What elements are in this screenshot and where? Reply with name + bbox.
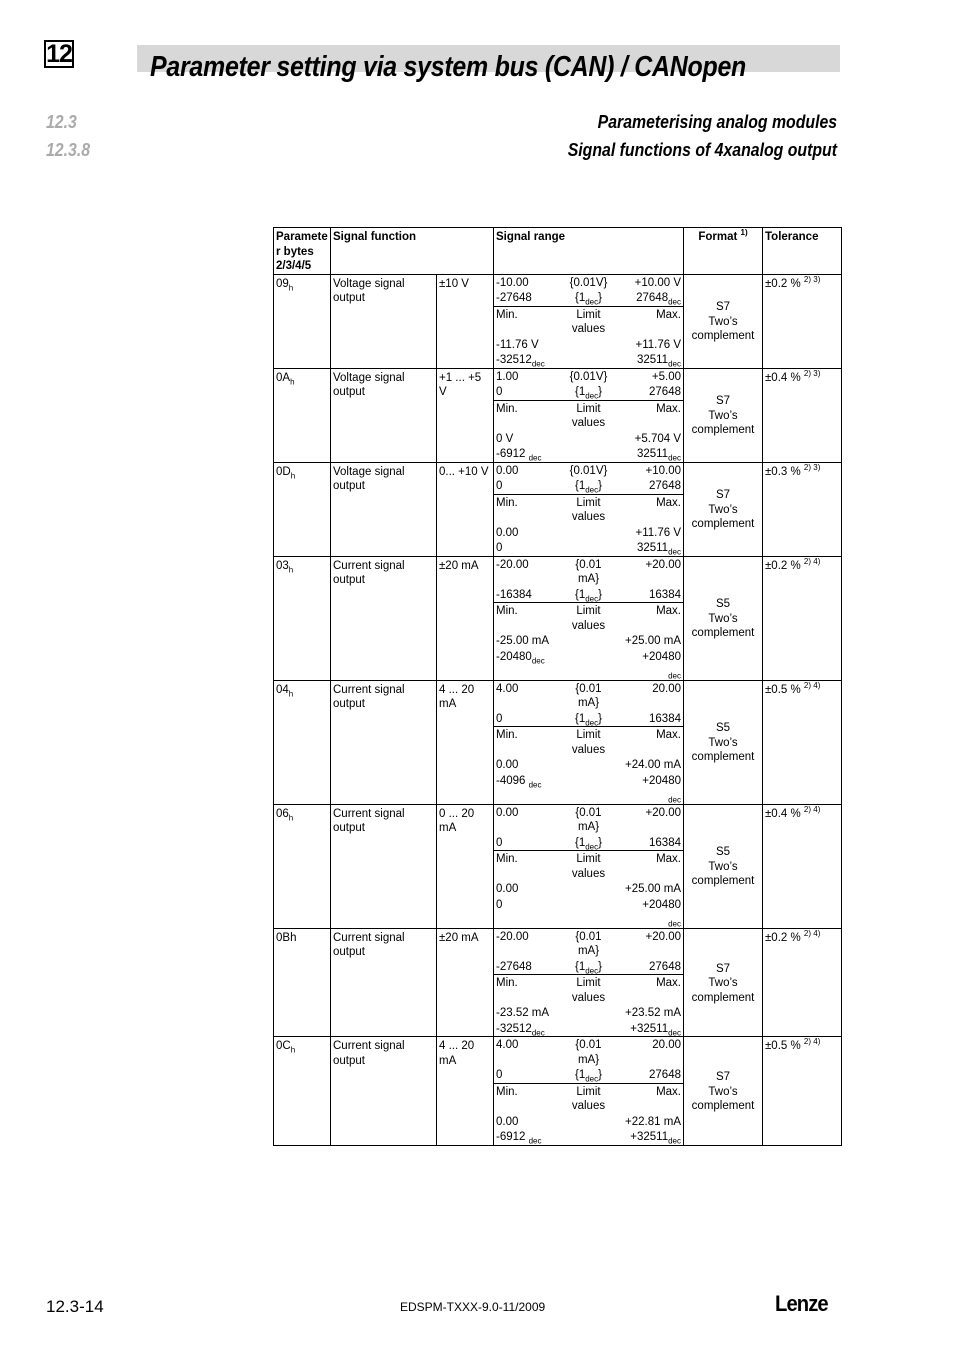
table-row (274, 462, 842, 556)
tolerance-cell: ±0.5 % $^{2) 4)}$ (763, 680, 842, 804)
tolerance-cell: ±0.3 % $^{2) 3)}$ (763, 462, 842, 556)
function-cell: Voltage signal output (331, 368, 437, 462)
param-cell: 0Bh (274, 928, 331, 1037)
param-cell: $0D_h$ (274, 462, 331, 556)
section-number: 12.3 (46, 112, 77, 132)
format-cell: S5 Two’s complement (684, 804, 763, 928)
table-row (274, 274, 842, 368)
function-cell: Voltage signal output (331, 274, 437, 368)
function-cell: Voltage signal output (331, 462, 437, 556)
document-id: EDSPM-TXXX-9.0-11/2009 (400, 1300, 546, 1314)
format-cell: S7 Two’s complement (684, 368, 763, 462)
header-param: Paramete r bytes 2/3/4/5 (274, 228, 331, 275)
table-row (274, 804, 842, 928)
format-cell: S5 Two’s complement (684, 556, 763, 680)
param-cell: $0A_h$ (274, 368, 331, 462)
param-cell: $0C_h$ (274, 1037, 331, 1146)
table-row (274, 556, 842, 680)
range-label-cell: 0 ... 20 mA (437, 804, 494, 928)
tolerance-cell: ±0.4 % $^{2) 4)}$ (763, 804, 842, 928)
tolerance-cell: ±0.5 % $^{2) 4)}$ (763, 1037, 842, 1146)
function-cell: Current signal output (331, 1037, 437, 1146)
signal-range-cell: 0.00 {0.01V} +10.00 0 $\{1_{dec}\}$ 27648 Min. Limit values Max. 0.00 +11.76 V 0 $32511_{dec}$ (494, 462, 684, 556)
signal-range-cell: -10.00 {0.01V} +10.00 V -27648 $\{1_{dec}\}$ $27648_{dec}$ Min. Limit values Max. -11.76 V +11.76 V $-32512_{dec}$ $32511_{dec}$ (494, 274, 684, 368)
signal-range-cell: 0.00 {0.01 mA} +20.00 0 $\{1_{dec}\}$ 16384 Min. Limit values Max. 0.00 +25.00 mA 0 +20480 $_{dec}$ (494, 804, 684, 928)
param-cell: $04_h$ (274, 680, 331, 804)
tolerance-cell: ±0.4 % $^{2) 3)}$ (763, 368, 842, 462)
function-cell: Current signal output (331, 680, 437, 804)
format-cell: S7 Two’s complement (684, 274, 763, 368)
subsection-title: Signal functions of 4xanalog output (567, 140, 837, 160)
brand-logo: Lenze (775, 1291, 828, 1316)
range-label-cell: 4 ... 20 mA (437, 680, 494, 804)
header-tolerance: Tolerance (763, 228, 842, 275)
table-row (274, 1037, 842, 1146)
table-row (274, 928, 842, 1037)
tolerance-cell: ±0.2 % $^{2) 4)}$ (763, 928, 842, 1037)
format-cell: S7 Two’s complement (684, 462, 763, 556)
signal-range-cell: -20.00 {0.01 mA} +20.00 -16384 $\{1_{dec}\}$ 16384 Min. Limit values Max. -25.00 mA +25.00 mA $-20480_{dec}$ +20480 $_{dec}$ (494, 556, 684, 680)
header-range: Signal range (494, 228, 684, 275)
header-format: Format $^{1)}$ (684, 228, 763, 275)
function-cell: Current signal output (331, 556, 437, 680)
table-header-row (274, 228, 842, 275)
signal-range-cell: 4.00 {0.01 mA} 20.00 0 $\{1_{dec}\}$ 27648 Min. Limit values Max. 0.00 +22.81 mA -6912 $_{dec}$ $+32511_{dec}$ (494, 1037, 684, 1146)
range-label-cell: ±20 mA (437, 556, 494, 680)
tolerance-cell: ±0.2 % $^{2) 3)}$ (763, 274, 842, 368)
subsection-number: 12.3.8 (46, 140, 91, 160)
param-cell: $09_h$ (274, 274, 331, 368)
table-row (274, 368, 842, 462)
function-cell: Current signal output (331, 804, 437, 928)
range-label-cell: ±10 V (437, 274, 494, 368)
format-cell: S7 Two’s complement (684, 1037, 763, 1146)
range-label-cell: 4 ... 20 mA (437, 1037, 494, 1146)
chapter-number: 12 (44, 40, 74, 68)
signal-range-cell: 1.00 {0.01V} +5.00 0 $\{1_{dec}\}$ 27648 Min. Limit values Max. 0 V +5.704 V -6912 $_{dec}$ $32511_{dec}$ (494, 368, 684, 462)
function-cell: Current signal output (331, 928, 437, 1037)
range-label-cell: 0... +10 V (437, 462, 494, 556)
page-title: Parameter setting via system bus (CAN) / CANopen (150, 51, 747, 83)
signal-range-cell: 4.00 {0.01 mA} 20.00 0 $\{1_{dec}\}$ 16384 Min. Limit values Max. 0.00 +24.00 mA -4096 $_{dec}$ +20480 $_{dec}$ (494, 680, 684, 804)
signal-range-cell: -20.00 {0.01 mA} +20.00 -27648 $\{1_{dec}\}$ 27648 Min. Limit values Max. -23.52 mA +23.52 mA $-32512_{dec}$ $+32511_{dec}$ (494, 928, 684, 1037)
section-title: Parameterising analog modules (597, 112, 837, 132)
tolerance-cell: ±0.2 % $^{2) 4)}$ (763, 556, 842, 680)
range-label-cell: +1 ... +5 V (437, 368, 494, 462)
header-function: Signal function (331, 228, 494, 275)
signal-functions-table (273, 227, 842, 1146)
table-row (274, 680, 842, 804)
param-cell: $03_h$ (274, 556, 331, 680)
param-cell: $06_h$ (274, 804, 331, 928)
range-label-cell: ±20 mA (437, 928, 494, 1037)
page-number: 12.3-14 (46, 1297, 104, 1316)
format-cell: S7 Two’s complement (684, 928, 763, 1037)
format-cell: S5 Two’s complement (684, 680, 763, 804)
